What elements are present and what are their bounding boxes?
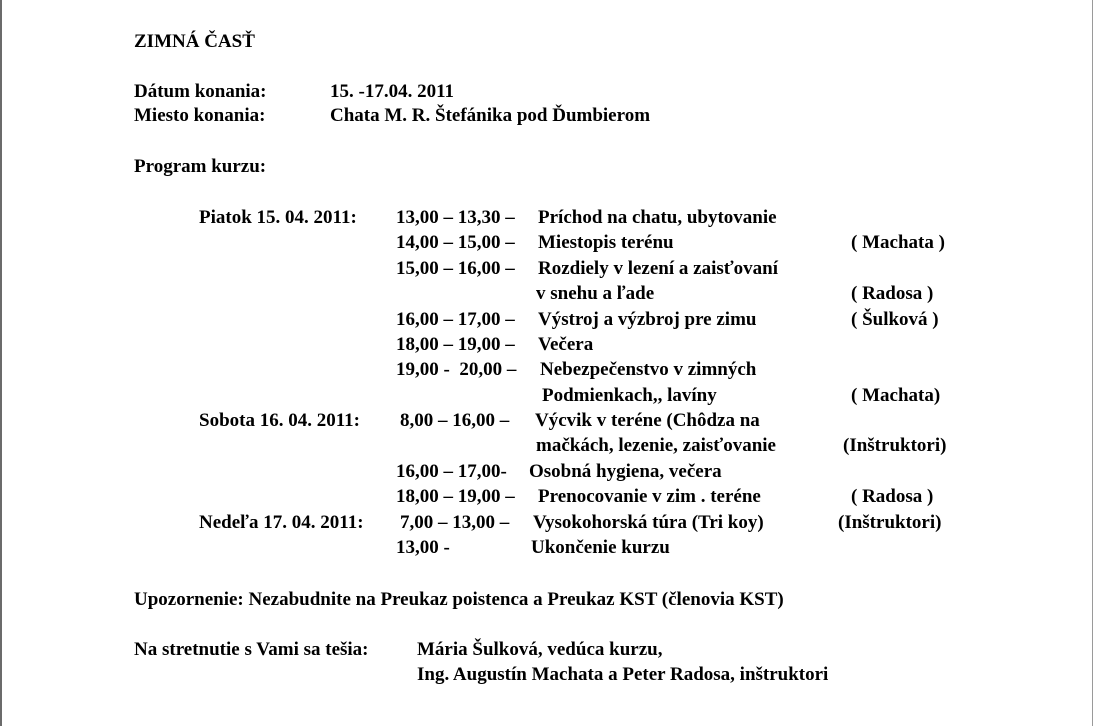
schedule-activity: Nebezpečenstvo v zimných — [540, 359, 757, 380]
closing-signature-1: Mária Šulková, vedúca kurzu, — [417, 639, 663, 660]
closing-signature-2: Ing. Augustín Machata a Peter Radosa, inštruktori — [417, 664, 829, 685]
program-title: Program kurzu: — [134, 156, 267, 177]
schedule-time: 16,00 – 17,00- — [396, 461, 507, 482]
date-label: Dátum konania: — [134, 81, 267, 102]
schedule-time: 19,00 - 20,00 – — [396, 359, 517, 380]
schedule-lead: ( Machata) — [851, 385, 941, 406]
schedule-time: 14,00 – 15,00 – — [396, 232, 515, 253]
schedule-activity: mačkách, lezenie, zaisťovanie — [536, 435, 776, 456]
schedule-activity: Miestopis terénu — [538, 232, 674, 253]
schedule-time: 15,00 – 16,00 – — [396, 258, 515, 279]
schedule-activity: Rozdiely v lezení a zaisťovaní — [538, 258, 778, 279]
schedule-lead: (Inštruktori) — [843, 435, 947, 456]
notice-text: Upozornenie: Nezabudnite na Preukaz poistenca a Preukaz KST (členovia KST) — [134, 589, 784, 610]
schedule-time: 16,00 – 17,00 – — [396, 309, 515, 330]
schedule-activity: Príchod na chatu, ubytovanie — [538, 207, 777, 228]
schedule-time: 13,00 – 13,30 – — [396, 207, 515, 228]
schedule-activity: Prenocovanie v zim . teréne — [538, 486, 761, 507]
schedule-lead: ( Radosa ) — [851, 283, 934, 304]
date-value: 15. -17.04. 2011 — [330, 81, 455, 102]
schedule-time: 7,00 – 13,00 – — [400, 512, 510, 533]
schedule-time: 8,00 – 16,00 – — [400, 410, 510, 431]
schedule-time: 18,00 – 19,00 – — [396, 486, 515, 507]
place-label: Miesto konania: — [134, 105, 266, 126]
page-heading: ZIMNÁ ČASŤ — [134, 31, 255, 52]
closing-label: Na stretnutie s Vami sa tešia: — [134, 639, 369, 660]
place-value: Chata M. R. Štefánika pod Ďumbierom — [330, 105, 651, 126]
schedule-lead: (Inštruktori) — [838, 512, 942, 533]
day-label-saturday: Sobota 16. 04. 2011: — [199, 410, 360, 431]
schedule-activity: Výcvik v teréne (Chôdza na — [535, 410, 760, 431]
schedule-lead: ( Šulková ) — [851, 309, 939, 330]
day-label-friday: Piatok 15. 04. 2011: — [199, 207, 357, 228]
page-border-right — [1092, 0, 1093, 726]
schedule-activity: Ukončenie kurzu — [531, 537, 670, 558]
schedule-activity: Vysokohorská túra (Tri koy) — [533, 512, 764, 533]
schedule-activity: v snehu a ľade — [536, 283, 655, 304]
schedule-time: 13,00 - — [396, 537, 450, 558]
schedule-activity: Výstroj a výzbroj pre zimu — [538, 309, 757, 330]
schedule-activity: Večera — [538, 334, 594, 355]
schedule-time: 18,00 – 19,00 – — [396, 334, 515, 355]
schedule-lead: ( Radosa ) — [851, 486, 934, 507]
day-label-sunday: Nedeľa 17. 04. 2011: — [199, 512, 364, 533]
page-border-left — [0, 0, 2, 726]
schedule-activity: Podmienkach,, lavíny — [542, 385, 717, 406]
schedule-activity: Osobná hygiena, večera — [529, 461, 722, 482]
schedule-lead: ( Machata ) — [851, 232, 945, 253]
